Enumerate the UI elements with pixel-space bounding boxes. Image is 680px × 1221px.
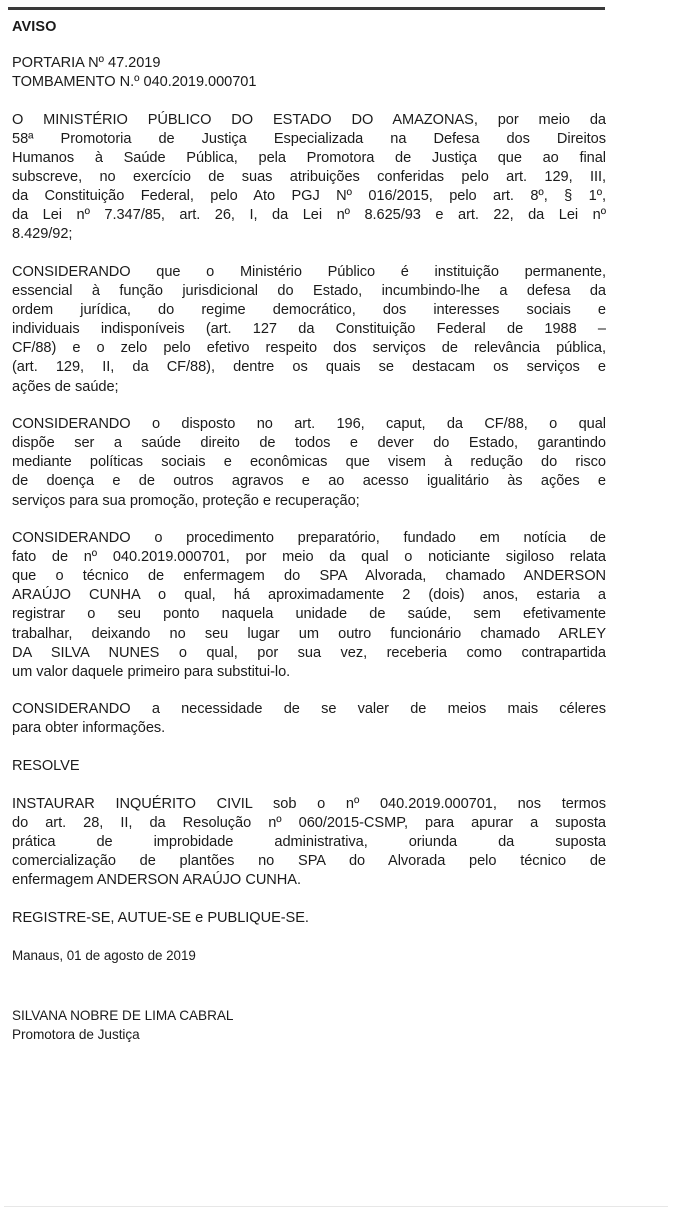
paragraph-line: 58ª Promotoria de Justiça Especializada na Defesa dos Direitos — [12, 130, 606, 147]
signatory-role: Promotora de Justiça — [12, 1026, 140, 1042]
paragraph-line: 8.429/92; — [12, 226, 73, 243]
paragraph-instaurar — [12, 795, 606, 890]
paragraph-line: essencial à função jurisdicional do Estado, incumbindo-lhe a defesa da — [12, 283, 606, 300]
paragraph-line: um valor daquele primeiro para substitui-lo. — [12, 663, 291, 680]
footer-rule — [4, 1206, 668, 1207]
paragraph-line: da Constituição Federal, pelo Ato PGJ Nº 016/2015, pelo art. 8º, § 1º, — [12, 188, 606, 205]
paragraph-considerando-2 — [12, 415, 606, 510]
page-title: AVISO — [12, 19, 57, 35]
paragraph-line: da Lei nº 7.347/85, art. 26, I, da Lei nº 8.625/93 e art. 22, da Lei nº — [12, 207, 606, 224]
paragraph-line: Humanos à Saúde Pública, pela Promotora de Justiça que ao final — [12, 150, 606, 166]
paragraph-line: CONSIDERANDO o disposto no art. 196, caput, da CF/88, o qual — [12, 416, 606, 433]
paragraph-line: para obter informações. — [12, 720, 166, 737]
paragraph-line: subscreve, no exercício de suas atribuições conferidas pelo art. 129, III, — [12, 169, 606, 186]
paragraph-line: individuais indisponíveis (art. 127 da Constituição Federal de 1988 – — [12, 321, 606, 338]
reference-line-portaria: PORTARIA Nº 47.2019 — [12, 55, 161, 72]
signatory-name: SILVANA NOBRE DE LIMA CABRAL — [12, 1007, 234, 1023]
paragraph-considerando-1 — [12, 263, 606, 397]
paragraph-line: do art. 28, II, da Resolução nº 060/2015-CSMP, para apurar a suposta — [12, 814, 606, 831]
paragraph-line: prática de improbidade administrativa, oriunda da suposta — [12, 833, 606, 850]
paragraph-considerando-3 — [12, 529, 606, 682]
paragraph-resolve — [12, 757, 606, 776]
paragraph-preamble — [12, 111, 606, 245]
paragraph-line: registrar o seu ponto naquela unidade de saúde, sem efetivamente — [12, 606, 606, 623]
paragraph-line: ARAÚJO CUNHA o qual, há aproximadamente 2 (dois) anos, estaria a — [12, 587, 606, 604]
paragraph-line: de doença e de outros agravos e ao acesso igualitário às ações e — [12, 473, 606, 490]
paragraph-line: serviços para sua promoção, proteção e recuperação; — [12, 492, 360, 509]
reference-block — [12, 54, 606, 92]
paragraph-line: enfermagem ANDERSON ARAÚJO CUNHA. — [12, 872, 301, 888]
paragraph-considerando-4 — [12, 700, 606, 738]
paragraph-line: ações de saúde; — [12, 378, 119, 395]
paragraph-line: CF/88) e o zelo pelo efetivo respeito dos serviços de relevância pública, — [12, 340, 606, 357]
paragraph-line: O MINISTÉRIO PÚBLICO DO ESTADO DO AMAZONAS, por meio da — [12, 111, 606, 128]
paragraph-registre — [12, 909, 606, 928]
header-rule — [8, 7, 605, 10]
paragraph-line: comercialização de plantões no SPA do Alvorada pelo técnico de — [12, 852, 606, 869]
reference-line-tombamento: TOMBAMENTO N.º 040.2019.000701 — [12, 74, 257, 91]
document-body — [12, 18, 606, 1062]
paragraph-line: fato de nº 040.2019.000701, por meio da qual o noticiante sigiloso relata — [12, 549, 606, 566]
place-date-text: Manaus, 01 de agosto de 2019 — [12, 948, 196, 964]
signature-spacer — [12, 984, 606, 1006]
paragraph-line: mediante políticas sociais e econômicas que visem à redução do risco — [12, 454, 606, 471]
paragraph-line: INSTAURAR INQUÉRITO CIVIL sob o nº 040.2019.000701, nos termos — [12, 795, 606, 812]
paragraph-line: CONSIDERANDO a necessidade de se valer de meios mais céleres — [12, 701, 606, 718]
paragraph-line: REGISTRE-SE, AUTUE-SE e PUBLIQUE-SE. — [12, 909, 309, 926]
paragraph-line: RESOLVE — [12, 758, 80, 775]
paragraph-line: que o técnico de enfermagem do SPA Alvorada, chamado ANDERSON — [12, 568, 606, 585]
paragraph-line: trabalhar, deixando no seu lugar um outro funcionário chamado ARLEY — [12, 625, 606, 642]
paragraph-line: (art. 129, II, da CF/88), dentre os quais se destacam os serviços e — [12, 359, 606, 376]
paragraph-line: CONSIDERANDO o procedimento preparatório, fundado em notícia de — [12, 530, 606, 547]
paragraph-line: ordem jurídica, do regime democrático, dos interesses sociais e — [12, 302, 606, 319]
paragraph-line: dispõe ser a saúde direito de todos e dever do Estado, garantindo — [12, 435, 606, 452]
place-and-date — [12, 946, 606, 965]
signature-block — [12, 1006, 606, 1044]
paragraph-line: CONSIDERANDO que o Ministério Público é instituição permanente, — [12, 263, 606, 280]
paragraph-line: DA SILVA NUNES o qual, por sua vez, receberia como contrapartida — [12, 644, 606, 661]
